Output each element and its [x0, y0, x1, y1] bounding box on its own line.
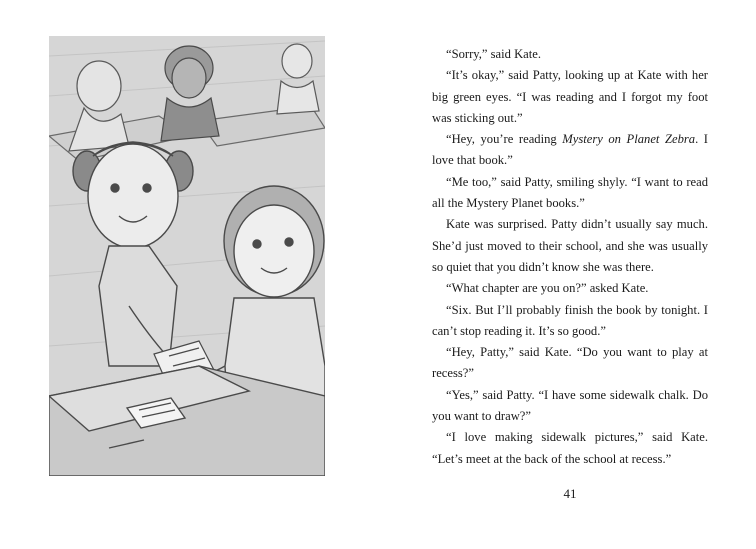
paragraph: Kate was surprised. Patty didn’t usually say much. She’d just moved to their school, and she was usually so quiet that you didn’t know she was there. [432, 217, 708, 274]
paragraph: “Sorry,” said Kate. [446, 47, 541, 61]
paragraph: “Yes,” said Patty. “I have some sidewalk chalk. Do you want to draw?” [432, 387, 708, 424]
paragraph-text: “Hey, you’re reading [446, 132, 563, 147]
paragraph-text: . I love that book.” [432, 132, 708, 168]
paragraph: “What chapter are you on?” asked Kate. [446, 281, 649, 296]
paragraph: “It’s okay,” said Patty, looking up at Kate with her big green eyes. “I was reading and I forgot my foot was sticking out.” [432, 68, 708, 125]
story-illustration [49, 36, 325, 476]
paragraph [432, 129, 708, 172]
page-number: 41 [563, 486, 577, 501]
story-text [432, 44, 708, 470]
paragraph: “Hey, Patty,” said Kate. “Do you want to play at recess?” [432, 345, 708, 381]
paragraph: “I love making sidewalk pictures,” said Kate. “Let’s meet at the back of the school at recess.” [432, 430, 708, 466]
paragraph: “Me too,” said Patty, smiling shyly. “I want to read all the Mystery Planet books.” [432, 174, 708, 211]
book-title: Mystery on Planet Zebra [562, 132, 696, 147]
pencil-sketch-classroom [49, 36, 325, 476]
paragraph: “Six. But I’ll probably finish the book by tonight. I can’t stop reading it. It’s so good.” [432, 302, 708, 338]
